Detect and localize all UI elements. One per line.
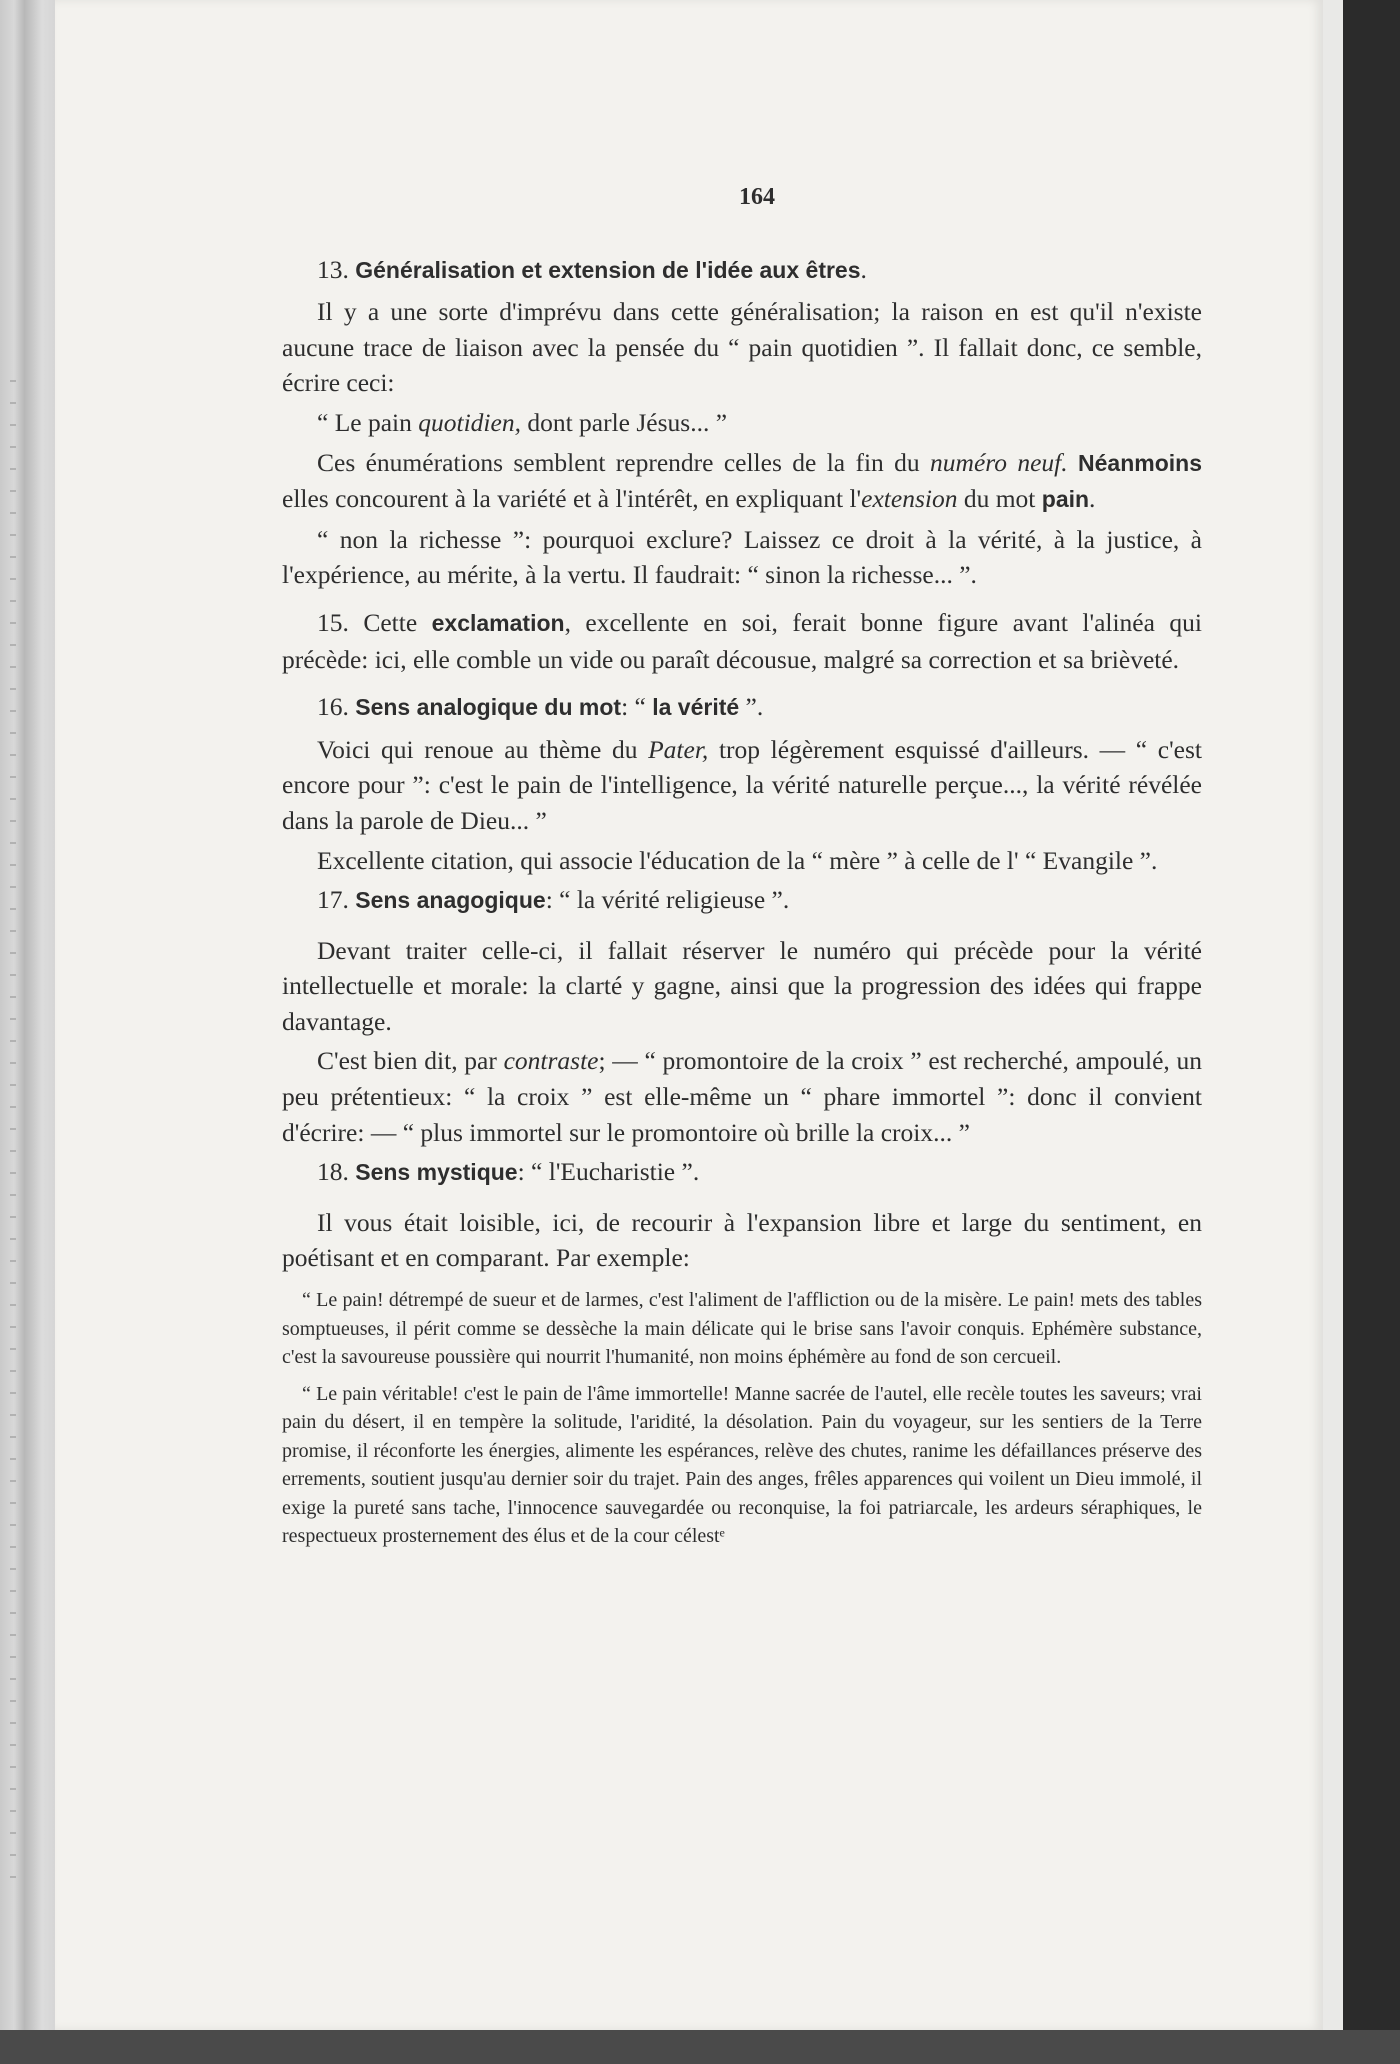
text-span: Ces énumérations semblent reprendre celles de la fin du [317, 447, 931, 477]
quote-paragraph: “ Le pain! détrempé de sueur et de larmes, c'est l'aliment de l'affliction ou de la misère. Le pain! mets des tables somptueuses, il périt comme se dessèche la main délicate qui le brise sans l'avoir conquis. Ephémère substance, c'est la savoureuse poussière qui nourrit l'humanité, non moins éphémère au fond de son cercueil. [282, 1289, 1202, 1369]
paragraph [282, 405, 1202, 441]
section-16-heading [282, 689, 1202, 726]
text-span: : “ [621, 692, 653, 722]
text-span: elles concourent à la variété et à l'intérêt, en expliquant l' [282, 484, 862, 514]
text-span: trop légèrement esquissé d'ailleurs. — “ c'est encore pour ”: c'est le pain de l'intelligence, la vérité naturelle perçue..., la vérité révélée dans la parole de Dieu... ” [282, 734, 1203, 835]
text-span: “ Le pain [317, 407, 419, 437]
text-span: : “ l'Eucharistie ”. [517, 1157, 700, 1187]
section-title: Sens mystique [355, 1159, 518, 1186]
page-number: 164 [739, 184, 775, 210]
section-18-heading [282, 1154, 1202, 1191]
page-right-edge [1323, 0, 1343, 2064]
text-span: : “ la vérité religieuse ”. [545, 885, 790, 915]
paragraph: “ non la richesse ”: pourquoi exclure? Laissez ce droit à la vérité, à la justice, à l'expérience, au mérite, à la vertu. Il faudrait: “ sinon la richesse... ”. [282, 524, 1202, 590]
italic-text: contraste [503, 1046, 599, 1076]
section-17-heading [282, 882, 1202, 919]
binding-thread-marks [10, 380, 16, 1880]
scan-right-border [1343, 0, 1400, 2064]
section-title-end: . [860, 254, 867, 284]
section-title: la vérité [652, 694, 740, 721]
bold-text: Néanmoins [1078, 449, 1202, 476]
bold-text: pain [1041, 486, 1090, 513]
quote-paragraph: “ Le pain véritable! c'est le pain de l'âme immortelle! Manne sacrée de l'autel, elle recèle toutes les saveurs; vrai pain du désert, il en tempère la solitude, l'aridité, la désolation. Pain du voyageur, sur les sentiers de la Terre promise, il réconforte les énergies, alimente les espérances, relève des chutes, ranime les défaillances préserve des errements, soutient jusqu'au dernier soir du trajet. Pain des anges, frêles apparences qui voilent un Dieu immolé, il exige la pureté sans tache, l'innocence sauvegardée ou reconquise, la foi patriarcale, les ardeurs séraphiques, le respectueux prosternement des élus et de la cour célestᵉ [282, 1382, 1202, 1548]
bold-text: exclamation [431, 609, 565, 636]
text-span: C'est bien dit, par [317, 1046, 504, 1076]
paragraph [282, 1043, 1202, 1150]
paragraph: Il vous était loisible, ici, de recourir à l'expansion libre et large du sentiment, en poétisant et en comparant. Par exemple: [282, 1207, 1202, 1273]
section-title: Généralisation et extension de l'idée aux êtres [355, 256, 861, 283]
text-span: ; — “ promontoire de la croix ” est recherché, ampoulé, un peu prétentieux: “ la croix ” est elle-même un “ phare immortel ”: donc il convient d'écrire: — “ plus immortel sur le promontoire où brille la croix... ” [282, 1046, 1203, 1147]
italic-text: extension [861, 484, 958, 514]
paragraph: Devant traiter celle-ci, il fallait réserver le numéro qui précède pour la vérité intellectuelle et morale: la clarté y gagne, ainsi que la progression des idées qui frappe davantage. [282, 935, 1202, 1036]
paragraph: Excellente citation, qui associe l'éducation de la “ mère ” à celle de l' “ Evangile ”. [317, 845, 1158, 875]
example-quote-block [282, 1286, 1202, 1551]
section-title: Sens anagogique [355, 887, 546, 914]
paragraph: Il y a une sorte d'imprévu dans cette généralisation; la raison en est qu'il n'existe aucune trace de liaison avec la pensée du “ pain quotidien ”. Il fallait donc, ce semble, écrire ceci: [282, 297, 1202, 398]
section-number: 15. [317, 607, 349, 637]
section-number: 16. [317, 692, 349, 722]
text-span: Cette [348, 607, 432, 637]
text-span: ”. [739, 692, 764, 722]
italic-text: quotidien, [418, 407, 521, 437]
text-span: . [1089, 484, 1096, 514]
text-span: Voici qui renoue au thème du [317, 734, 649, 764]
text-span: dont parle Jésus... ” [520, 407, 728, 437]
section-number: 18. [317, 1157, 349, 1187]
section-title: Sens analogique du mot [355, 694, 622, 721]
paragraph [282, 732, 1202, 839]
scan-bottom-border [0, 2030, 1400, 2064]
text-span: du mot [957, 484, 1042, 514]
paragraph [282, 445, 1202, 518]
italic-text: Pater, [648, 734, 709, 764]
page-text [282, 180, 1202, 1559]
section-13-heading [282, 252, 1202, 289]
section-15-paragraph [282, 605, 1202, 677]
section-number: 17. [317, 885, 349, 915]
italic-text: numéro neuf. [930, 447, 1068, 477]
section-number: 13. [317, 254, 349, 284]
text-span: , excellente en soi, ferait bonne figure avant l'alinéa qui précède: ici, elle comble un vide ou paraît décousue, malgré sa correction et sa brièveté. [282, 607, 1202, 674]
